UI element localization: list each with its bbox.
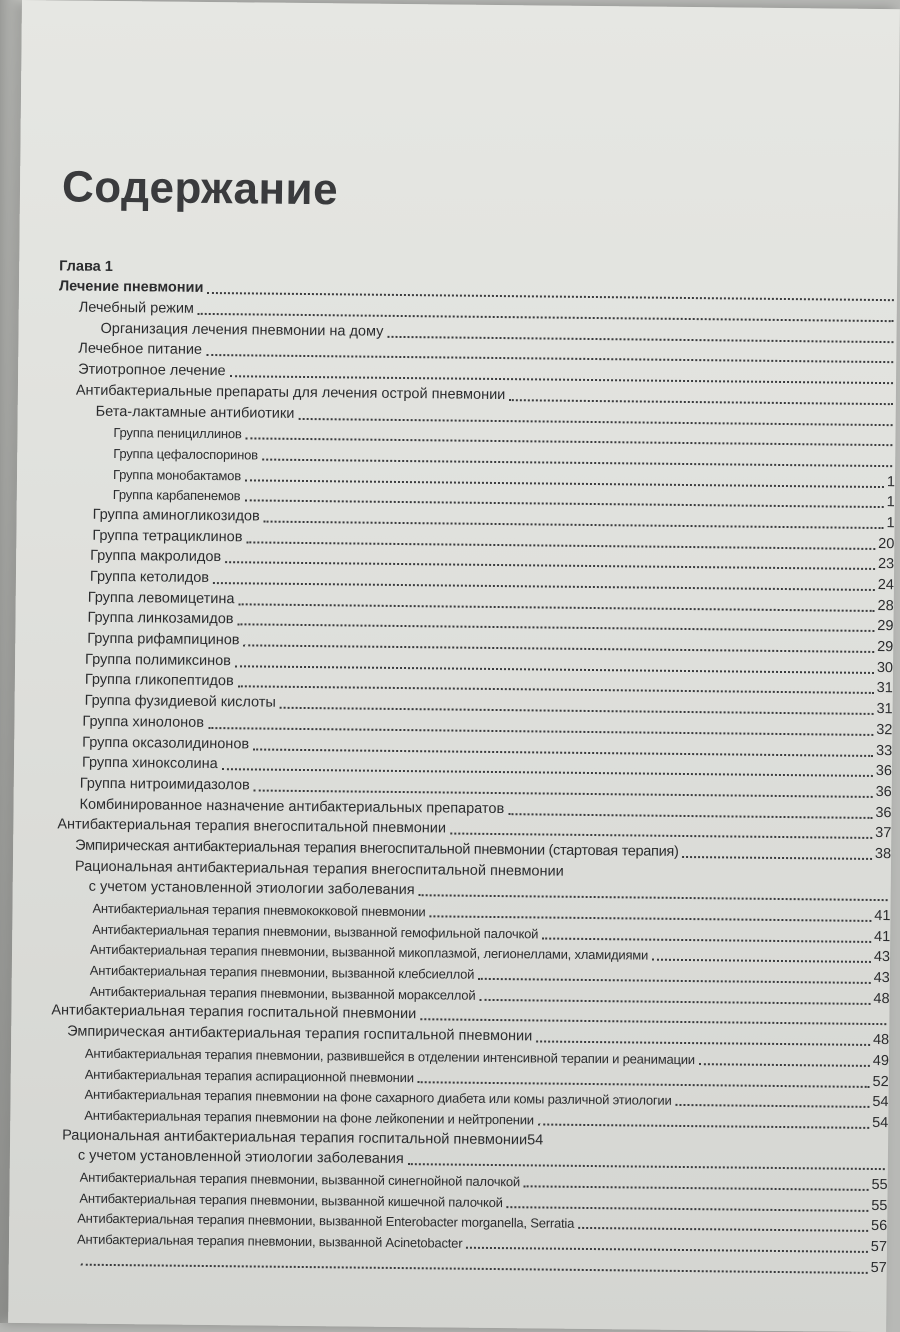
toc-entry-page: 31 (876, 680, 893, 697)
toc-entry-title: Антибактериальная терапия пневмонии, вызванной гемофильной палочкой (92, 921, 539, 942)
toc-entry-title: Группа полимиксинов (85, 651, 232, 669)
toc-leader-dots (578, 1227, 868, 1232)
toc-entry-page: 48 (873, 990, 890, 1007)
toc-entry-title: Антибактериальные препараты для лечения острой пневмонии (75, 382, 506, 403)
toc-entry-title: Антибактериальная терапия пневмококковой пневмонии (92, 900, 426, 920)
toc-leader-dots (652, 959, 871, 963)
table-of-contents (49, 254, 898, 1276)
toc-entry-title: Группа пенициллинов (113, 425, 242, 442)
toc-entry-title: Группа макролидов (90, 548, 222, 566)
toc-entry-page: 1 (886, 494, 895, 511)
toc-entry-page: 54 (872, 1114, 889, 1132)
toc-entry-title: Группа кетолидов (89, 568, 210, 586)
toc-entry-page: 57 (870, 1259, 887, 1276)
toc-entry-title: Бета-лактамные антибиотики (95, 403, 295, 422)
toc-entry-title: Рациональная антибактериальная терапия госпитальной пневмонии (62, 1127, 528, 1148)
toc-entry-page: 49 (872, 1052, 890, 1069)
toc-entry-title: Группа рифампицинов (87, 630, 240, 649)
toc-entry-title: Группа цефалоспоринов (113, 445, 258, 463)
toc-entry-page: 37 (875, 825, 892, 842)
toc-entry-title: Антибактериальная терапия госпитальной пневмонии (51, 1002, 417, 1023)
toc-entry-page: 43 (873, 949, 891, 966)
toc-entry-page: 41 (874, 907, 891, 925)
toc-entry-page: 52 (872, 1073, 889, 1090)
toc-entry-page: 20 (878, 535, 895, 552)
toc-entry-title: с учетом установленной этиологии заболевания (77, 1147, 404, 1168)
toc-entry-title: Группа линкозамидов (87, 610, 234, 628)
toc-entry-title: Лечебное питание (78, 341, 203, 359)
toc-entry-title: Группа гликопептидов (84, 672, 234, 690)
toc-entry-title: Эмпирическая антибактериальная терапия внегоспитальной пневмонии (стартовая терапия) (75, 837, 679, 860)
toc-entry-title: Антибактериальная терапия пневмонии, вызванной кишечной палочкой (79, 1190, 503, 1210)
toc-entry-title: Рациональная антибактериальная терапия внегоспитальной пневмонии (74, 858, 564, 880)
toc-entry-page: 33 (875, 742, 893, 759)
toc-entry-title: Группа оксазолидинонов (82, 734, 250, 752)
toc-entry-title: Группа хинолонов (82, 713, 205, 731)
toc-entry-title: Комбинированное назначение антибактериальных препаратов (79, 796, 505, 817)
toc-entry-page: 36 (875, 763, 893, 780)
toc-entry-title: Группа левомицетина (87, 589, 235, 607)
toc-entry-title: Группа тетрациклинов (92, 527, 243, 545)
page-title: Содержание (61, 162, 339, 215)
toc-entry-title: Антибактериальная терапия внегоспитальной пневмонии (57, 816, 447, 837)
toc-entry-page: 29 (877, 639, 894, 656)
toc-entry-page: 48 (872, 1032, 890, 1049)
toc-entry-page: 38 (874, 845, 892, 863)
toc-entry-title: Этиотропное лечение (78, 361, 226, 380)
toc-entry-page: 32 (876, 721, 893, 738)
toc-entry-page: 57 (870, 1238, 888, 1256)
toc-entry-page: 36 (875, 783, 892, 801)
toc-entry-title: Глава 1 (59, 258, 113, 275)
toc-entry-page: 24 (877, 576, 895, 594)
toc-entry-page: 55 (871, 1197, 888, 1214)
toc-entry-title: Антибактериальная терапия аспирационной пневмонии (84, 1066, 414, 1085)
toc-entry-page: 54 (872, 1094, 889, 1111)
toc-entry-page: 54 (527, 1131, 544, 1149)
toc-entry-title: Антибактериальная терапия пневмонии, вызванной моракселлой (89, 983, 476, 1003)
toc-entry-page: 1 (886, 473, 896, 490)
toc-entry-page: 1 (886, 515, 895, 532)
book-page (8, 0, 900, 1332)
toc-entry-page: 55 (871, 1176, 888, 1194)
toc-entry-page: 28 (877, 597, 894, 614)
toc-entry-page: 56 (870, 1218, 888, 1235)
toc-entry-title: Группа карбапенемов (112, 487, 241, 504)
toc-entry-title: Антибактериальная терапия пневмонии, вызванной синегнойной палочкой (79, 1169, 521, 1190)
toc-entry-title: Группа монобактамов (112, 466, 242, 483)
toc-entry-title: с учетом установленной этиологии заболевания (88, 879, 415, 899)
toc-entry-page: 31 (876, 701, 893, 718)
toc-entry-title: Группа нитроимидазолов (79, 775, 250, 794)
toc-entry-title: Лечение пневмонии (58, 278, 204, 297)
toc-entry-page: 30 (876, 659, 894, 676)
toc-entry-title: Эмпирическая антибактериальная терапия госпитальной пневмонии (67, 1023, 533, 1045)
toc-entry-title: Группа хиноксолина (81, 754, 218, 773)
toc-entry-title: Антибактериальная терапия пневмонии, вызванной микоплазмой, легионеллами, хламидиями (89, 942, 649, 963)
toc-entry-title: Антибактериальная терапия пневмонии, вызванной клебсиеллой (89, 962, 475, 982)
toc-entry-title: Группа фузидиевой кислоты (84, 692, 276, 711)
toc-entry-page: 43 (873, 970, 890, 987)
toc-entry-title: Антибактериальная терапия пневмонии, вызванной Enterobacter morganella, Serratia (77, 1210, 575, 1232)
toc-entry-title: Лечебный режим (78, 299, 195, 317)
toc-entry-page: 41 (874, 928, 891, 945)
toc-leader-dots (676, 1104, 870, 1108)
toc-entry-title: Антибактериальная терапия пневмонии на фоне лейкопении и нейтропении (84, 1107, 535, 1128)
toc-entry-title: Антибактериальная терапия пневмонии, развившейся в отделении интенсивной терапии и реанимации (84, 1045, 695, 1067)
toc-entry-title: Антибактериальная терапия пневмонии, вызванной Acinetobacter (76, 1231, 463, 1251)
toc-entry-page: 36 (875, 804, 892, 821)
toc-leader-dots (682, 856, 871, 860)
toc-entry-page: 23 (877, 556, 895, 573)
toc-leader-dots (699, 1063, 870, 1067)
toc-entry-title: Группа аминогликозидов (92, 506, 260, 525)
toc-entry-title: Антибактериальная терапия пневмонии на фоне сахарного диабета или комы различной этиологии (84, 1086, 672, 1109)
toc-entry-page: 29 (877, 618, 894, 635)
toc-entry-title: Организация лечения пневмонии на дому (100, 320, 384, 340)
toc-leader-dots (81, 1263, 868, 1273)
